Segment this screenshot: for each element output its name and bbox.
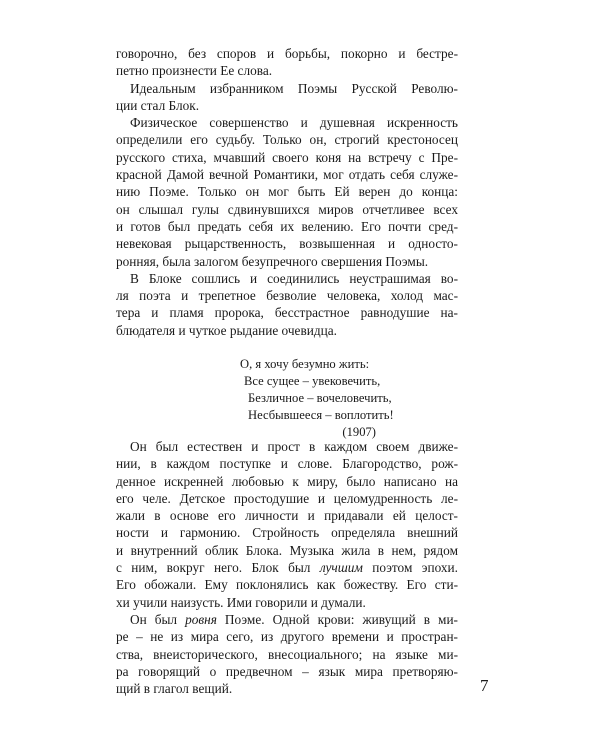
paragraph-4 (116, 270, 458, 339)
poem-line: Все сущее – увековечить, (244, 374, 381, 388)
text-line: щий в глагол вещий. (116, 681, 233, 697)
page-number: 7 (480, 676, 489, 695)
emphasis: ровня (185, 611, 217, 627)
paragraph-1 (116, 45, 458, 80)
paragraph-6 (116, 611, 458, 697)
text-line: определили его судьбу. Только он, строгий крестоносец (116, 132, 458, 148)
text-line: ра говорящий о предвечном – язык мира претворяю- (116, 663, 458, 679)
text-line: ства, внеисторического, внесоциального; на языке ми- (116, 646, 458, 662)
text-line: ре – не из мира сего, из другого времени и простран- (116, 629, 458, 645)
text-line: и внутренний облик Блока. Музыка жила в нем, рядом (116, 542, 458, 558)
text-line: блюдателя и чуткое рыдание очевидца. (116, 322, 337, 338)
poem-quote (240, 356, 394, 441)
text-line: русского стиха, мчавший своего коня на встречу с Пре- (116, 149, 458, 165)
text-line: Физическое совершенство и душевная искренность (130, 115, 458, 131)
text-line: его челе. Детское простодушие и целомудренность ле- (116, 490, 458, 506)
text-line: жали в основе его личности и придавали ей целост- (116, 508, 458, 524)
text-line: говорочно, без споров и борьбы, покорно и бестре- (116, 46, 458, 61)
paragraph-5 (116, 438, 458, 611)
text-line: ции стал Блок. (116, 97, 200, 113)
poem-year: (1907) (342, 425, 376, 439)
text-line: В Блоке сошлись и соединились неустрашимая во- (130, 270, 458, 286)
text-line: Идеальным избранником Поэмы Русской Револю- (130, 80, 458, 96)
text-line: и готов был предать себя их велению. Его почти сред- (116, 218, 458, 234)
paragraph-2 (116, 80, 458, 115)
text-run: с ним, вокруг него. Блок был (116, 560, 320, 576)
text-line: ля поэта и трепетное безволие человека, холод мас- (116, 288, 458, 304)
text-run: поэтом эпохи. (362, 560, 458, 576)
text-line: Он был естествен и прост в каждом своем движе- (130, 439, 458, 454)
poem-line: Несбывшееся – воплотить! (248, 408, 394, 422)
text-line: ности и гармонию. Стройность определяла внешний (116, 525, 458, 541)
body-text-upper (116, 45, 458, 339)
text-run: Поэме. Одной крови: живущий в ми- (216, 611, 458, 627)
text-line: он слышал гулы сдвинувшихся миров отчетливее всех (116, 201, 458, 217)
text-line: денное искренней любовью к миру, было написано на (116, 473, 458, 489)
emphasis: лучшим (319, 560, 363, 576)
text-line: нии, в каждом поступке и слове. Благородство, рож- (116, 456, 458, 472)
poem-line: Безличное – вочеловечить, (248, 391, 392, 405)
text-line: нию Поэме. Только он мог быть Ей верен до конца: (116, 184, 458, 200)
text-line (116, 611, 458, 628)
poem-line: О, я хочу безумно жить: (240, 357, 370, 371)
text-line: тера и пламя пророка, бесстрастное равнодушие на- (116, 305, 458, 321)
text-line: красной Дамой вечной Романтики, мог отдать себя служе- (116, 167, 458, 183)
text-run: Он был (130, 611, 186, 627)
text-line: хи учили наизусть. Ими говорили и думали. (116, 594, 366, 610)
paragraph-3 (116, 114, 458, 270)
text-line: ронняя, была залогом безупречного свершения Поэмы. (116, 253, 429, 269)
text-line: петно произнести Ее слова. (116, 63, 273, 79)
text-line: невековая рыцарственность, возвышенная и односто- (116, 236, 458, 252)
body-text-lower (116, 438, 458, 697)
text-line (116, 559, 458, 576)
text-line: Его обожали. Ему поклонялись как божеству. Его сти- (116, 577, 458, 593)
